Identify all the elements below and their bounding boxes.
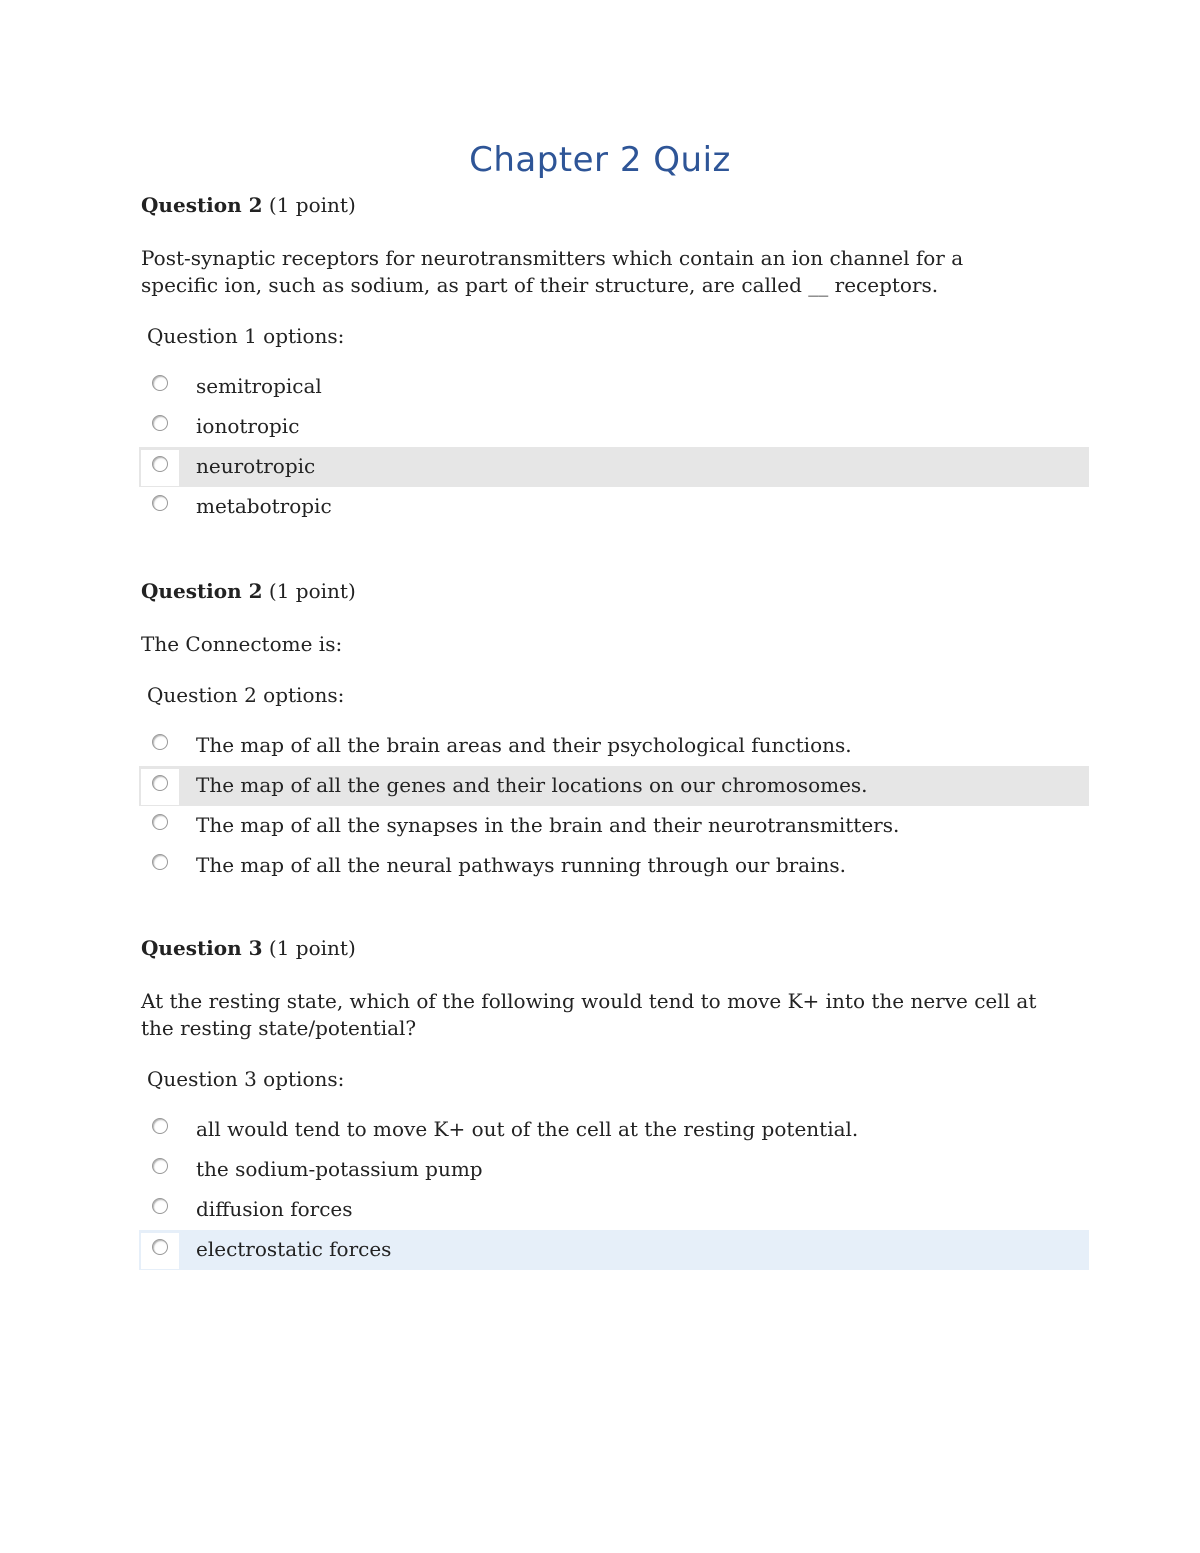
option-label: neurotropic [196,454,316,478]
option-label: semitropical [196,374,322,398]
option-label: The map of all the brain areas and their psychological functions. [196,733,852,757]
options-list [141,349,1091,527]
option-genes[interactable] [139,766,1089,806]
radio-button[interactable] [152,734,168,750]
option-all-out[interactable] [139,1110,1089,1150]
option-synapses[interactable] [139,806,1089,846]
option-brain-areas[interactable] [139,726,1089,766]
radio-button[interactable] [152,375,168,391]
option-neural-pathways[interactable] [139,846,1089,886]
radio-button[interactable] [152,495,168,511]
page-title: Chapter 2 Quiz [469,140,731,180]
question-text: Post-synaptic receptors for neurotransmitters which contain an ion channel for a specific ion, such as sodium, as part of their structure, are called __ receptors. [141,246,964,297]
options-label: Question 2 options: [147,683,345,707]
question-text: At the resting state, which of the following would tend to move K+ into the nerve cell at the resting state/potential? [141,989,1037,1040]
option-diffusion-forces[interactable] [139,1190,1089,1230]
option-ionotropic[interactable] [139,407,1089,447]
options-label: Question 3 options: [147,1067,345,1091]
question-number: Question 3 [141,936,263,960]
radio-button[interactable] [152,415,168,431]
radio-button[interactable] [152,1239,168,1255]
radio-button[interactable] [152,456,168,472]
option-label: The map of all the genes and their locations on our chromosomes. [196,773,868,797]
radio-button[interactable] [152,854,168,870]
question-points: (1 point) [268,193,356,217]
options-label: Question 1 options: [147,324,345,348]
question-heading [141,935,1091,961]
question-points: (1 point) [268,936,356,960]
question-number: Question 2 [141,193,263,217]
option-label: ionotropic [196,414,300,438]
option-label: The map of all the synapses in the brain and their neurotransmitters. [196,813,900,837]
question-block-1 [141,192,1091,527]
question-points: (1 point) [268,579,356,603]
radio-button[interactable] [152,1118,168,1134]
question-block-3 [141,935,1091,1270]
option-label: the sodium-potassium pump [196,1157,483,1181]
option-label: diffusion forces [196,1197,353,1221]
option-sodium-potassium-pump[interactable] [139,1150,1089,1190]
question-block-2 [141,578,1091,886]
options-list [141,708,1091,886]
option-neurotropic[interactable] [139,447,1089,487]
radio-button[interactable] [152,1198,168,1214]
radio-button[interactable] [152,814,168,830]
radio-button[interactable] [152,1158,168,1174]
question-heading [141,192,1091,218]
radio-button[interactable] [152,775,168,791]
option-label: electrostatic forces [196,1237,392,1261]
option-label: The map of all the neural pathways running through our brains. [196,853,846,877]
question-heading [141,578,1091,604]
option-label: all would tend to move K+ out of the cell at the resting potential. [196,1117,859,1141]
question-number: Question 2 [141,579,263,603]
option-label: metabotropic [196,494,332,518]
option-metabotropic[interactable] [139,487,1089,527]
options-list [141,1092,1091,1270]
option-electrostatic-forces[interactable] [139,1230,1089,1270]
question-text: The Connectome is: [141,632,343,656]
option-semitropical[interactable] [139,367,1089,407]
